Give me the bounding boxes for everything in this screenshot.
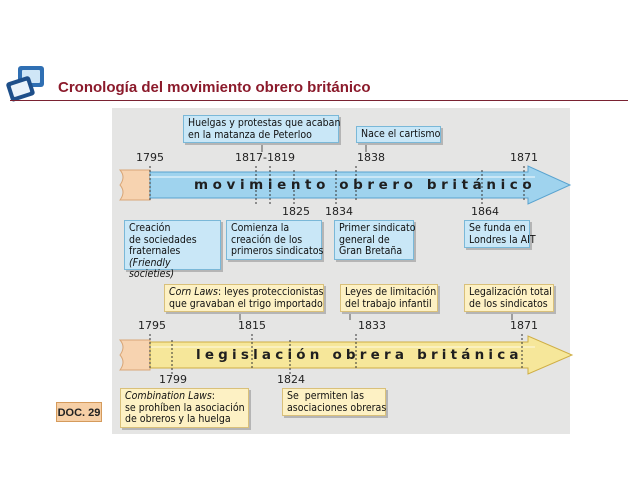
corn-laws-title: Corn Laws bbox=[169, 286, 218, 298]
combination-laws-title: Combination Laws bbox=[125, 390, 212, 402]
year-1833: 1833 bbox=[358, 319, 386, 332]
year-1864: 1864 bbox=[471, 205, 499, 218]
event-sociedades-fraternales bbox=[124, 220, 221, 280]
top-band-label: movimiento obrero británico bbox=[194, 177, 537, 193]
event-cartismo: Nace el cartismo bbox=[356, 126, 441, 143]
event-ait: Se funda en Londres la AIT bbox=[464, 220, 530, 248]
year-1834: 1834 bbox=[325, 205, 353, 218]
sociedades-text: Creación de sociedades fraternales bbox=[129, 222, 197, 257]
page-title: Cronología del movimiento obrero británico bbox=[58, 79, 371, 96]
event-asociaciones-obreras: Se permiten las asociaciones obreras bbox=[282, 388, 386, 416]
corn-laws-text: : leyes proteccionistas que gravaban el trigo importado bbox=[169, 286, 324, 310]
year-1799: 1799 bbox=[159, 373, 187, 386]
bottom-band-paper-end bbox=[120, 340, 150, 370]
event-primer-sindicato-general: Primer sindicato general de Gran Bretaña bbox=[334, 220, 414, 260]
year-1795-top: 1795 bbox=[136, 151, 164, 164]
year-1825: 1825 bbox=[282, 205, 310, 218]
event-combination-laws bbox=[120, 388, 249, 428]
year-1815: 1815 bbox=[238, 319, 266, 332]
event-primeros-sindicatos: Comienza la creación de los primeros sindicatos bbox=[226, 220, 322, 260]
event-peterloo: Huelgas y protestas que acaban en la matanza de Peterloo bbox=[183, 115, 339, 143]
friendly-societies-text: (Friendly societies) bbox=[129, 256, 175, 280]
year-1871-top: 1871 bbox=[510, 151, 538, 164]
year-1838: 1838 bbox=[357, 151, 385, 164]
bottom-band-label: legislación obrera británica bbox=[196, 347, 523, 363]
top-band-paper-end bbox=[120, 170, 150, 200]
event-corn-laws bbox=[164, 284, 324, 312]
event-trabajo-infantil: Leyes de limitación del trabajo infantil bbox=[340, 284, 438, 312]
year-1817-1819: 1817-1819 bbox=[235, 151, 295, 164]
doc-label: DOC. 29 bbox=[56, 402, 102, 422]
year-1795-bottom: 1795 bbox=[138, 319, 166, 332]
year-1824: 1824 bbox=[277, 373, 305, 386]
combination-laws-text: : se prohíben la asociación de obreros y la huelga bbox=[125, 390, 245, 425]
year-1871-bottom: 1871 bbox=[510, 319, 538, 332]
event-legalizacion-sindicatos: Legalización total de los sindicatos bbox=[464, 284, 554, 312]
